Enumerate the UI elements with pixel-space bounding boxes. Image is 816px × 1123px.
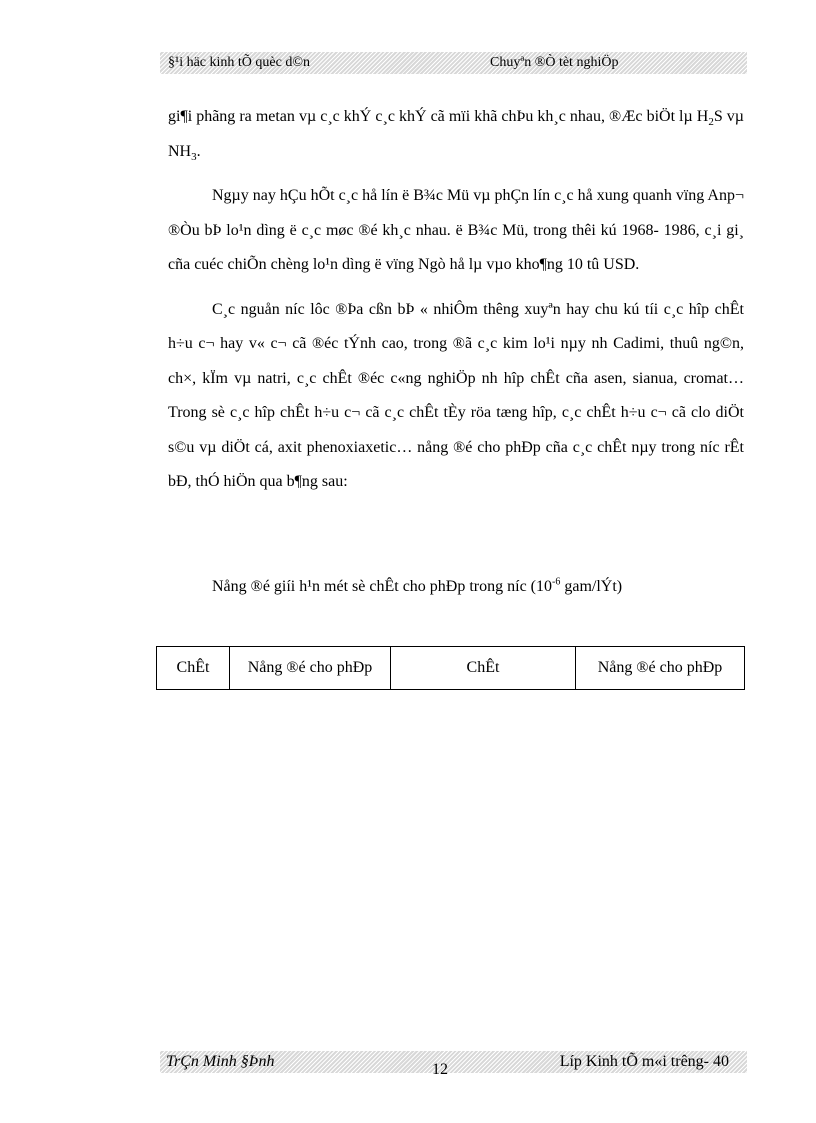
paragraph-2: Ngµy nay hÇu hÕt c¸c hå lín ë B¾c Mü vµ phÇn lín c¸c hå xung quanh vïng Anp¬ ®Òu bÞ lo¹n dìng ë c¸c møc ®é kh¸c nhau. ë B¾c Mü, trong thêi kú 1968- 1986, c¸i gi¸ cña cuéc chiÕn chèng lo¹n dìng ë vïng Ngò hå lµ vµo kho¶ng 10 tû USD. — [168, 187, 744, 273]
header-substance-1: ChÊt — [157, 647, 230, 690]
paragraph-3: C¸c nguån níc lôc ®Þa cßn bÞ « nhiÔm thêng xuyªn hay chu kú tíi c¸c hîp chÊt h÷u c¬ hay v« c¬ cã ®éc tÝnh cao, trong ®ã c¸c kim lo¹i nµy nh Cadimi, thuû ng©n, ch×, kÏm vµ natri, c¸c chÊt ®éc c«ng nghiÖp nh hîp chÊt cña asen, sianua, cromat…Trong sè c¸c hîp chÊt h÷u c¬ cã c¸c chÊt tÈy röa tæng hîp, c¸c chÊt h÷u c¬ cã clo diÖt s©u vµ diÖt cá, axit phenoxiaxetic… nång ®é cho phÐp cña c¸c chÊt nµy trong níc rÊt bÐ, thÓ hiÖn qua b¶ng sau: — [168, 300, 744, 490]
header-substance-2: ChÊt — [391, 647, 576, 690]
header-university: §¹i häc kinh tÕ quèc d©n — [168, 55, 310, 70]
subscript-3: 3 — [191, 150, 197, 163]
paragraph-1-text-c: . — [196, 142, 201, 160]
page-footer — [160, 1051, 747, 1078]
caption-text-b: gam/lÝt) — [560, 578, 623, 595]
footer-class: Líp Kinh tÕ m«i trêng- 40 — [559, 1053, 729, 1070]
body-text — [168, 100, 744, 510]
table-caption — [212, 572, 752, 602]
caption-text-a: Nång ®é giíi h¹n mét sè chÊt cho phÐp trong níc (10 — [212, 578, 552, 595]
page-number: 12 — [432, 1061, 448, 1078]
header-concentration-1: Nång ®é cho phÐp — [230, 647, 391, 690]
footer-author: TrÇn Minh §Þnh — [166, 1053, 275, 1070]
header-concentration-2: Nång ®é cho phÐp — [576, 647, 745, 690]
caption-exponent: -6 — [552, 576, 561, 588]
subscript-2: 2 — [708, 116, 714, 129]
paragraph-1-text-a: gi¶i phãng ra metan vµ c¸c khÝ c¸c khÝ cã mïi khã chÞu kh¸c nhau, ®Æc biÖt lµ H — [168, 108, 709, 125]
header-thesis-title: Chuyªn ®Ò tèt nghiÖp — [490, 55, 619, 70]
paragraph-1-text-b: S vµ NH — [168, 108, 744, 160]
table-header-row — [157, 647, 745, 690]
page-header — [160, 52, 747, 74]
paragraph-1 — [168, 100, 744, 169]
concentration-table — [156, 646, 745, 690]
